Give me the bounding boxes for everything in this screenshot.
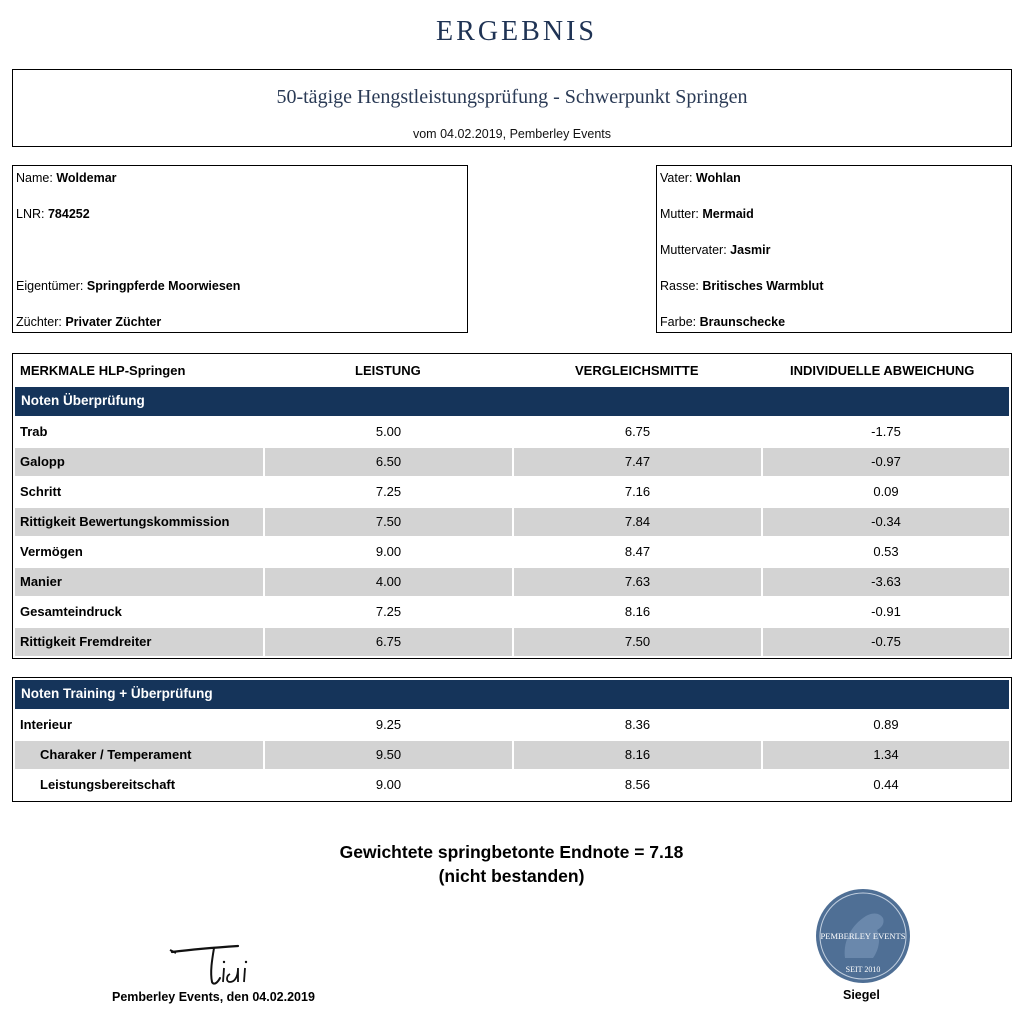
horse-info-box [12,165,468,333]
horse-name: Name: Woldemar [16,171,117,185]
row-feature-name: Leistungsbereitschaft [40,777,176,792]
horse-lnr: LNR: 784252 [16,207,90,221]
row-performance-value: 9.25 [375,717,402,732]
pedigree-color: Farbe: Braunschecke [660,315,786,329]
row-feature-name: Vermögen [20,544,83,559]
table-row [15,711,1009,739]
row-reference-mean-value: 6.75 [624,424,651,439]
row-feature-name: Manier [15,568,263,596]
table-row [15,598,1009,626]
row-performance-value: 7.25 [375,604,402,619]
row-feature-name: Rittigkeit Bewertungskommission [15,508,263,536]
column-header-deviation: INDIVIDUELLE ABWEICHUNG [790,363,975,378]
table-row [15,508,1009,536]
row-performance-value: 7.50 [265,508,512,536]
row-deviation-value: -0.34 [763,508,1009,536]
row-performance-value: 7.25 [375,484,402,499]
final-score: Gewichtete springbetonte Endnote = 7.18 [339,842,684,862]
column-header-performance: LEISTUNG [355,363,421,378]
table-row [15,418,1009,446]
row-performance-value: 6.50 [265,448,512,476]
row-feature-name: Rittigkeit Fremdreiter [15,628,263,656]
scores-table-training [12,677,1012,802]
row-feature-name: Schritt [20,484,62,499]
row-reference-mean-value: 8.36 [624,717,651,732]
row-performance-value: 9.50 [265,741,512,769]
row-deviation-value: -1.75 [871,424,901,439]
table-row [15,478,1009,506]
row-feature-name: Interieur [20,717,73,732]
table-row [15,771,1009,799]
pedigree-dam: Mutter: Mermaid [660,207,754,221]
table-row [15,628,1009,656]
table-row [15,538,1009,566]
row-deviation-value: -0.97 [763,448,1009,476]
pedigree-info-box [656,165,1012,333]
row-deviation-value: -0.91 [871,604,901,619]
exam-title: 50-tägige Hengstleistungsprüfung - Schwerpunkt Springen [276,86,748,108]
row-deviation-value: 0.89 [873,717,899,732]
row-reference-mean-value: 8.47 [624,544,651,559]
signature-icon [168,938,268,988]
horse-breeder: Züchter: Privater Züchter [16,315,162,329]
column-header-reference-mean: VERGLEICHSMITTE [575,363,699,378]
row-performance-value: 4.00 [265,568,512,596]
final-result [0,840,1023,888]
row-performance-value: 9.00 [375,544,402,559]
seal-caption: Siegel [843,988,880,1002]
pedigree-damsire: Muttervater: Jasmir [660,243,771,257]
row-feature-name: Charaker / Temperament [15,741,263,769]
column-header-feature: MERKMALE HLP-Springen [20,363,186,378]
row-reference-mean-value: 8.16 [514,741,761,769]
row-reference-mean-value: 7.47 [514,448,761,476]
page-title: ERGEBNIS [436,16,597,47]
row-deviation-value: 0.53 [873,544,899,559]
row-feature-name: Trab [20,424,48,439]
signature-caption: Pemberley Events, den 04.02.2019 [112,990,315,1004]
row-performance-value: 6.75 [265,628,512,656]
seal-text-bottom: SEIT 2010 [845,965,881,974]
row-reference-mean-value: 7.63 [514,568,761,596]
row-deviation-value: 0.09 [873,484,899,499]
section-header-review: Noten Überprüfung [15,387,1009,416]
row-reference-mean-value: 8.56 [624,777,651,792]
row-deviation-value: 0.44 [873,777,899,792]
exam-header-box [12,69,1012,147]
row-reference-mean-value: 7.50 [514,628,761,656]
row-deviation-value: 1.34 [763,741,1009,769]
row-feature-name: Gesamteindruck [20,604,122,619]
seal-text-top: PEMBERLEY EVENTS [820,931,906,941]
pedigree-breed: Rasse: Britisches Warmblut [660,279,824,293]
row-reference-mean-value: 8.16 [624,604,651,619]
exam-subtitle: vom 04.02.2019, Pemberley Events [412,127,612,141]
section-header-training: Noten Training + Überprüfung [15,680,1009,709]
pedigree-sire: Vater: Wohlan [660,171,741,185]
table-row [15,448,1009,476]
scores-table-review [12,353,1012,659]
row-deviation-value: -3.63 [763,568,1009,596]
row-reference-mean-value: 7.16 [624,484,651,499]
row-performance-value: 9.00 [375,777,402,792]
final-status: (nicht bestanden) [438,866,585,886]
horse-owner: Eigentümer: Springpferde Moorwiesen [16,279,241,293]
row-feature-name: Galopp [15,448,263,476]
table-row [15,568,1009,596]
seal-icon [815,888,911,984]
row-reference-mean-value: 7.84 [514,508,761,536]
row-performance-value: 5.00 [375,424,402,439]
row-deviation-value: -0.75 [763,628,1009,656]
table-row [15,741,1009,769]
